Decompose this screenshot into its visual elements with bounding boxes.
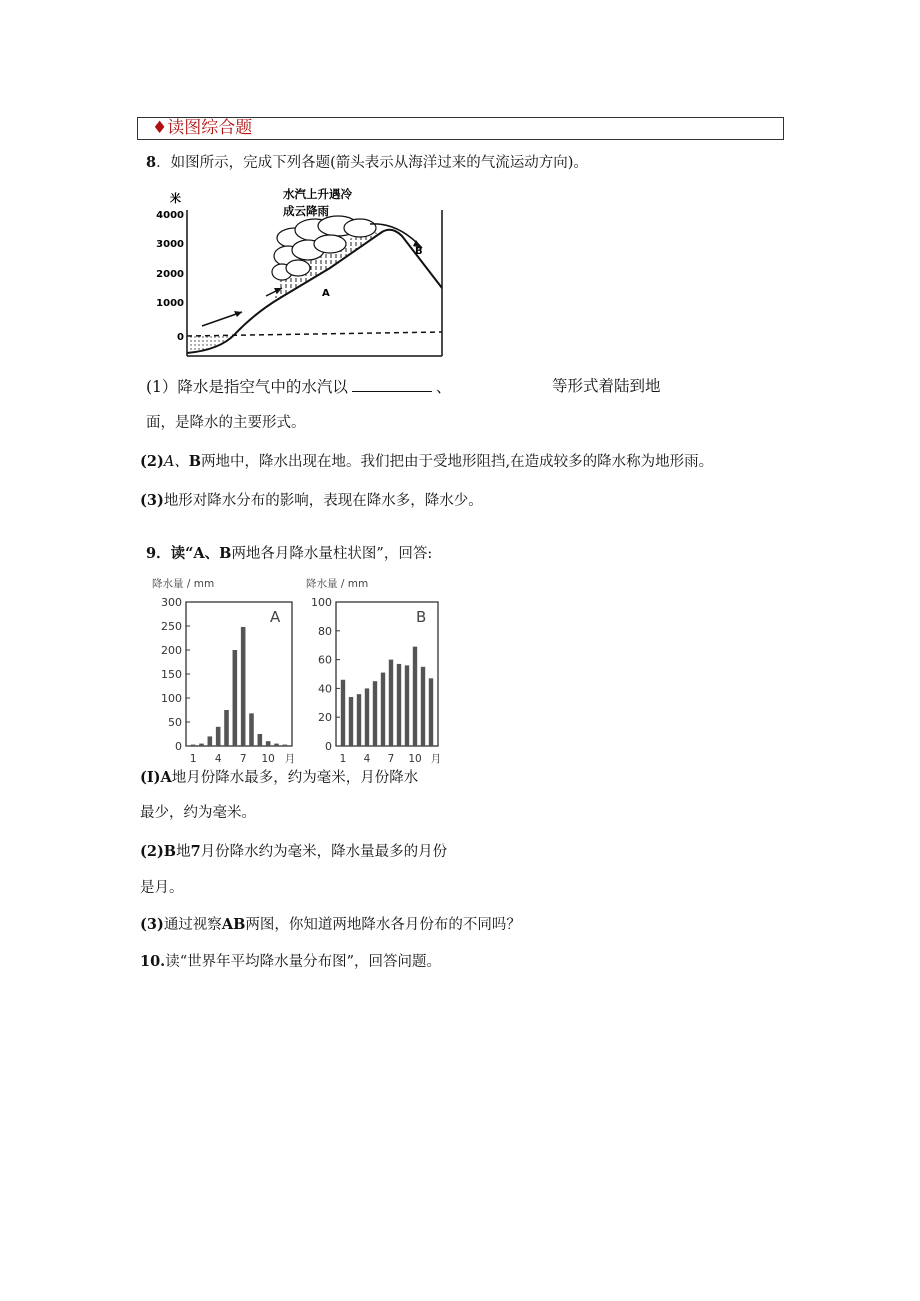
section-title: ♦读图综合题 — [152, 118, 253, 138]
bar-chart-b — [302, 574, 442, 768]
y-tick-label: 20 — [318, 711, 332, 725]
q9-p1-prefix: (I)A — [140, 769, 172, 786]
q9-title-a: 9．读“A、B — [146, 545, 232, 562]
panel-title: B — [416, 608, 427, 626]
panel-title: A — [270, 608, 281, 626]
q9-p3-rest: 通过视察 — [163, 917, 222, 933]
q9-p2-rest: 月份降水约为毫米，降水量最多的月份 — [200, 844, 448, 860]
bar-3 — [357, 694, 361, 746]
cloud-label-2: 成云降雨 — [283, 204, 329, 218]
q9-part1 — [140, 768, 418, 788]
q8-p3-prefix: (3) — [140, 492, 164, 509]
q9-p2-a: 地 — [176, 844, 191, 860]
y-tick-1000: 1000 — [156, 298, 184, 309]
bar-5 — [224, 710, 229, 746]
axis-unit: 米 — [170, 192, 181, 205]
bar-chart-a — [148, 574, 296, 768]
section-header — [137, 117, 784, 140]
bar-9 — [405, 665, 409, 746]
bar-12 — [283, 745, 288, 746]
bar-10 — [413, 647, 417, 746]
y-tick-label: 150 — [161, 668, 182, 681]
q10 — [140, 952, 441, 972]
bar-7 — [389, 660, 393, 746]
q10-prefix: 10. — [140, 953, 166, 970]
x-tick-label: 1 — [339, 753, 347, 765]
q9-p1-cont: 最少，约为毫米。 — [140, 805, 256, 821]
y-tick-label: 40 — [318, 682, 332, 696]
q9-part2 — [140, 842, 447, 862]
y-tick-label: 0 — [175, 740, 182, 753]
y-axis-label: 降水量 / mm — [152, 578, 215, 590]
q9-p3-end: 两图，你知道两地降水各月份布的不同吗？ — [245, 917, 521, 933]
q8-p2-rest: 两地中，降水出现在地。我们把由于受地形阻挡,在造成较多的降水称为地形雨。 — [201, 454, 714, 470]
bar-3 — [208, 736, 213, 746]
x-tick-label: 4 — [214, 753, 222, 765]
q9-p2-cont: 是月。 — [140, 880, 184, 896]
bar-11 — [421, 667, 425, 746]
x-tick-label: 7 — [239, 753, 247, 765]
x-tick-label: 1 — [189, 753, 197, 765]
q8-p1-a: (1）降水是指空气中的水汽以 — [146, 378, 348, 396]
y-tick-label: 0 — [325, 740, 332, 753]
x-tick-label: 10 — [261, 753, 275, 765]
y-tick-3000: 3000 — [156, 239, 184, 250]
q9-title — [146, 544, 432, 564]
q8-p2-a: A、 — [163, 454, 189, 470]
bar-4 — [216, 727, 221, 746]
x-tick-label: 10 — [408, 753, 422, 765]
x-tick-label: 月 — [284, 753, 296, 765]
q9-p3-ab: AB — [221, 916, 246, 933]
bar-6 — [381, 673, 385, 746]
y-tick-label: 250 — [161, 620, 182, 633]
y-tick-label: 60 — [318, 653, 332, 667]
q8-number: 8 — [146, 154, 157, 171]
y-tick-label: 200 — [161, 644, 182, 657]
q8-part2 — [140, 452, 713, 472]
bar-11 — [274, 744, 279, 746]
x-tick-label: 4 — [363, 753, 371, 765]
orographic-rain-diagram — [156, 187, 450, 370]
q9-p1-rest: 地月份降水最多，约为毫米，月份降水 — [171, 770, 419, 786]
bar-4 — [365, 688, 369, 746]
y-axis-label: 降水量 / mm — [306, 578, 369, 590]
q9-part2-cont — [140, 878, 184, 898]
q8-part3 — [140, 491, 483, 511]
answer-blank[interactable] — [352, 376, 432, 392]
x-tick-label: 7 — [387, 753, 395, 765]
y-tick-4000: 4000 — [156, 210, 184, 221]
bar-8 — [397, 664, 401, 746]
y-tick-label: 50 — [168, 716, 182, 729]
bar-8 — [249, 713, 254, 746]
bar-2 — [199, 744, 204, 746]
y-tick-label: 80 — [318, 624, 332, 638]
q9-p2-prefix: (2)B — [140, 843, 177, 860]
q8-p3-rest: 地形对降水分布的影响，表现在降水多，降水少。 — [163, 493, 483, 509]
bar-9 — [258, 734, 263, 746]
q8-p1-b: 等形式着陆到地 — [552, 377, 661, 395]
q9-p2-b: 7 — [190, 843, 201, 860]
y-tick-label: 100 — [311, 596, 332, 609]
q8-p2-b: B — [188, 453, 202, 470]
cloud-label-1: 水汽上升遇冷 — [283, 187, 352, 201]
q9-part1-cont — [140, 803, 256, 823]
sea-level-line — [187, 332, 442, 336]
bar-10 — [266, 741, 271, 746]
q8-part1-line2 — [146, 413, 306, 433]
bar-2 — [349, 697, 353, 746]
q8-p2-prefix: (2) — [140, 453, 164, 470]
q8-part1-line1-tail — [552, 376, 661, 396]
q8-part1-line1 — [146, 376, 451, 397]
y-tick-label: 100 — [161, 692, 182, 705]
bar-6 — [233, 650, 238, 746]
q8-p1-sep: 、 — [435, 378, 452, 396]
q8-stem — [146, 153, 588, 173]
q9-p3-prefix: (3) — [140, 916, 164, 933]
y-tick-label: 300 — [161, 596, 182, 609]
y-tick-0: 0 — [177, 332, 184, 343]
q9-part3 — [140, 915, 521, 935]
label-a: A — [322, 288, 330, 299]
q8-p1-c: 面，是降水的主要形式。 — [146, 415, 306, 431]
y-tick-2000: 2000 — [156, 269, 184, 280]
q9-title-b: 两地各月降水量柱状图”，回答: — [231, 546, 433, 562]
q10-rest: 读“世界年平均降水量分布图”，回答问题。 — [165, 954, 442, 970]
bar-12 — [429, 678, 433, 746]
label-b: B — [415, 246, 423, 257]
bar-7 — [241, 627, 246, 746]
x-tick-label: 月 — [430, 753, 442, 765]
sea-area — [187, 336, 232, 353]
q8-stem-text: ．如图所示，完成下列各题(箭头表示从海洋过来的气流运动方向)。 — [156, 155, 588, 171]
bar-1 — [341, 680, 345, 746]
bar-1 — [191, 745, 196, 746]
bar-5 — [373, 681, 377, 746]
